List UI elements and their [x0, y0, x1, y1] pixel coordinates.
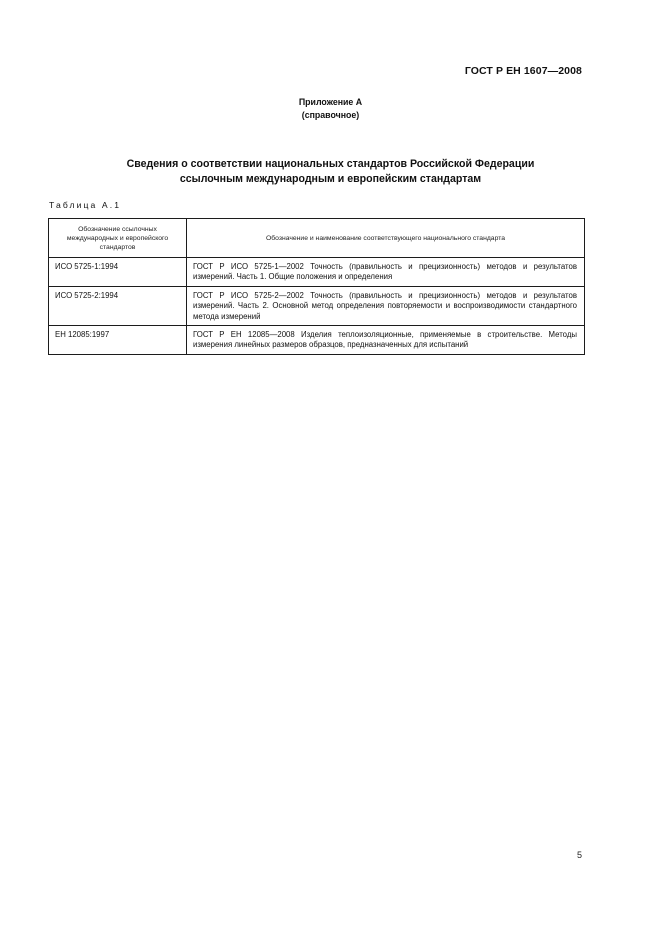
- table-header-national-standard: Обозначение и наименование соответствующего национального стандарта: [187, 219, 585, 258]
- table-cell-reference: ЕН 12085:1997: [49, 326, 187, 355]
- section-title-line-2: ссылочным международным и европейским стандартам: [179, 173, 482, 185]
- page-number: 5: [577, 850, 583, 860]
- table-cell-reference: ИСО 5725-1:1994: [49, 258, 187, 287]
- annex-subtitle: (справочное): [301, 110, 360, 120]
- standards-correspondence-table: [48, 218, 585, 355]
- document-code: ГОСТ Р ЕН 1607—2008: [464, 65, 582, 77]
- table-header-row: [49, 219, 585, 258]
- table-cell-national: ГОСТ Р ИСО 5725-1—2002 Точность (правильность и прецизионность) методов и результатов измерений. Часть 1. Общие положения и определения: [187, 258, 585, 287]
- annex-title: Приложение А: [298, 97, 363, 107]
- annex-heading: [0, 96, 661, 122]
- table-row: [49, 326, 585, 355]
- table-cell-reference: ИСО 5725-2:1994: [49, 286, 187, 325]
- table-caption: Таблица А.1: [49, 200, 122, 210]
- section-title: [0, 157, 661, 187]
- table-header-reference-standards: Обозначение ссылочных международных и европейского стандартов: [49, 219, 187, 258]
- table-cell-national: ГОСТ Р ЕН 12085—2008 Изделия теплоизоляционные, применяемые в строительстве. Методы измерения линейных размеров образцов, предназначенных для испытаний: [187, 326, 585, 355]
- table-row: [49, 258, 585, 287]
- table-cell-national: ГОСТ Р ИСО 5725-2—2002 Точность (правильность и прецизионность) методов и результатов измерений. Часть 2. Основной метод определения повторяемости и воспроизводимости стандартного метода измерений: [187, 286, 585, 325]
- section-title-line-1: Сведения о соответствии национальных стандартов Российской Федерации: [126, 158, 535, 170]
- table-row: [49, 286, 585, 325]
